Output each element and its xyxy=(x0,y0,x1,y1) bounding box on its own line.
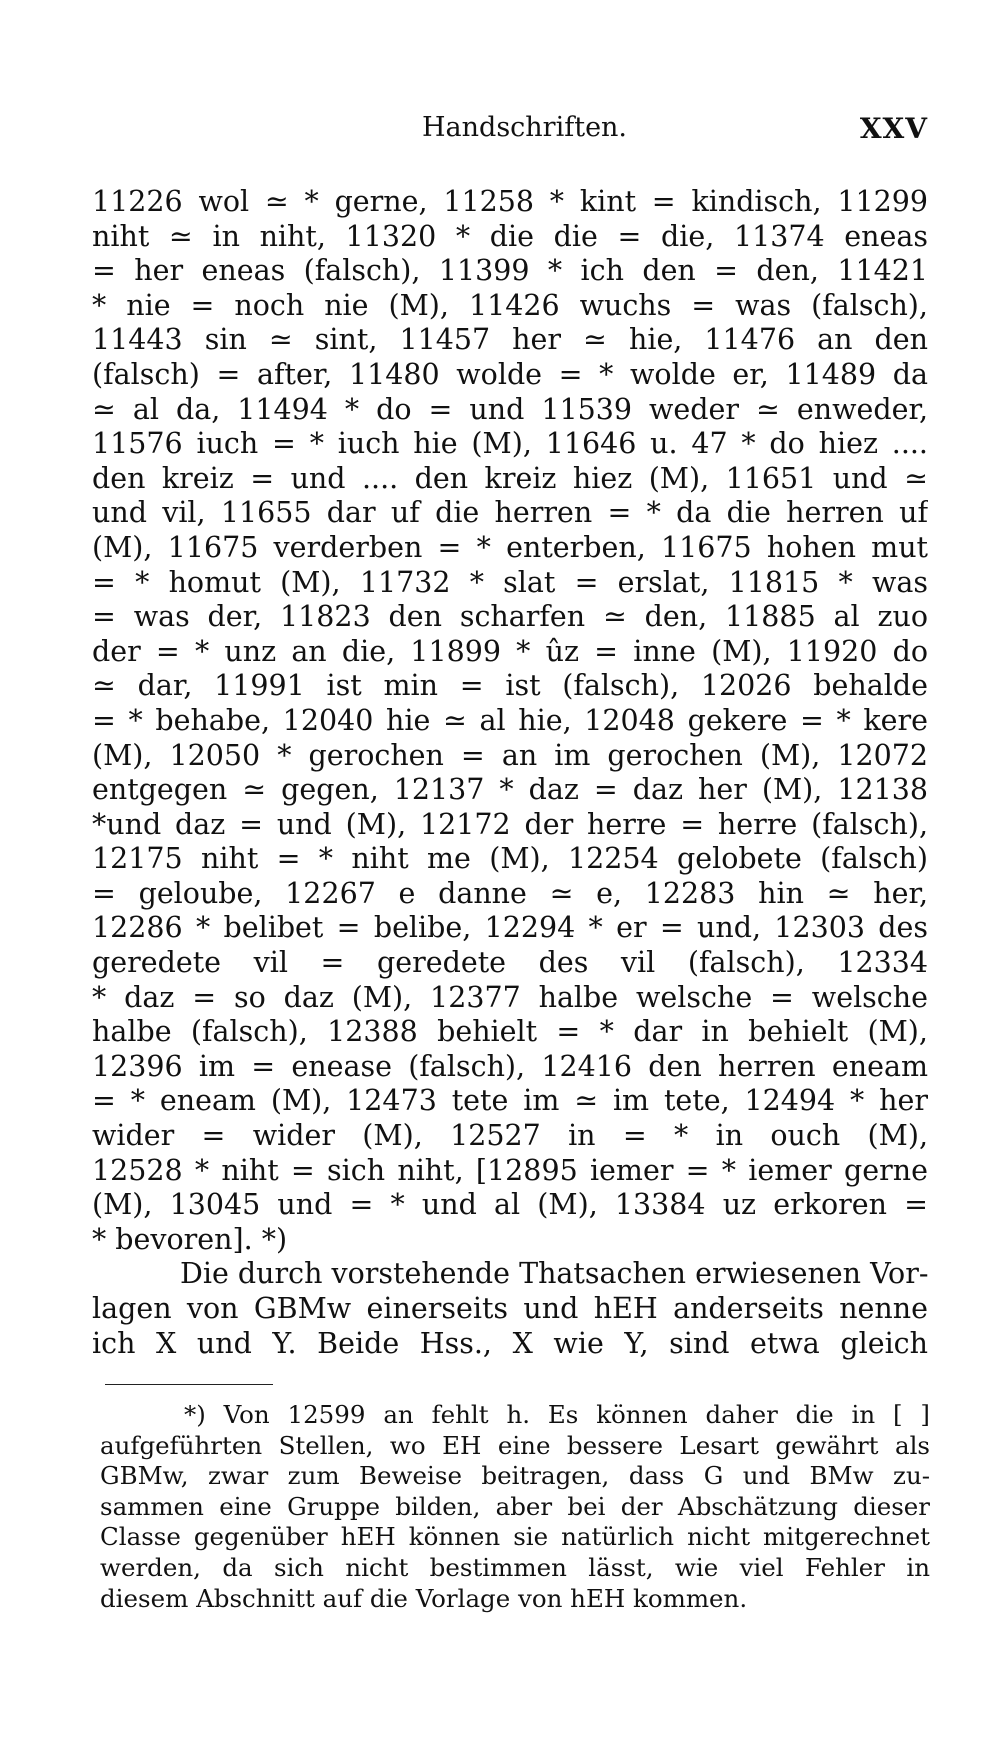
footnote-line: aufgeführten Stellen, wo EH eine bessere Lesart gewährt als xyxy=(100,1430,930,1460)
text-line: (M), 13045 und = * und al (M), 13384 uz erkoren = xyxy=(92,1188,928,1222)
text-line: = * homut (M), 11732 * slat = erslat, 11815 * was xyxy=(92,565,928,599)
text-line: 12286 * belibet = belibe, 12294 * er = und, 12303 des xyxy=(92,911,928,945)
text-line: 11226 wol ≃ * gerne, 11258 * kint = kindisch, 11299 xyxy=(92,185,928,218)
text-line: 11443 sin ≃ sint, 11457 her ≃ hie, 11476 an den xyxy=(92,323,928,357)
text-line: ≃ dar, 11991 ist min = ist (falsch), 12026 behalde xyxy=(92,669,928,703)
text-line: geredete vil = geredete des vil (falsch), 12334 xyxy=(92,946,928,980)
footnote-line: sammen eine Gruppe bilden, aber bei der Abschätzung dieser xyxy=(100,1491,930,1521)
footnote-line: diesem Abschnitt auf die Vorlage von hEH kommen. xyxy=(100,1583,748,1613)
text-line: 12175 niht = * niht me (M), 12254 gelobete (falsch) xyxy=(92,842,928,876)
text-line: * daz = so daz (M), 12377 halbe welsche = welsche xyxy=(92,980,928,1014)
footnote-line: Classe gegenüber hEH können sie natürlich nicht mitgerechnet xyxy=(100,1522,930,1552)
text-line: 12396 im = enease (falsch), 12416 den herren eneam xyxy=(92,1049,928,1083)
text-line: = * eneam (M), 12473 tete im ≃ im tete, 12494 * her xyxy=(92,1084,928,1118)
main-text xyxy=(92,185,928,1361)
text-line: den kreiz = und .... den kreiz hiez (M), 11651 und ≃ xyxy=(92,461,928,495)
footnote-divider xyxy=(105,1384,273,1385)
text-line: lagen von GBMw einerseits und hEH anderseits nenne xyxy=(92,1292,928,1325)
text-line: (M), 11675 verderben = * enterben, 11675 hohen mut xyxy=(92,530,928,564)
text-line: = her eneas (falsch), 11399 * ich den = den, 11421 xyxy=(92,254,928,288)
footnote-line: GBMw, zwar zum Beweise beitragen, dass G und BMw zu- xyxy=(100,1461,930,1491)
text-line: Die durch vorstehende Thatsachen erwiesenen Vor- xyxy=(180,1257,928,1291)
page-header xyxy=(92,112,928,152)
text-line: wider = wider (M), 12527 in = * in ouch (M), xyxy=(92,1119,928,1153)
text-line: entgegen ≃ gegen, 12137 * daz = daz her (M), 12138 xyxy=(92,773,928,807)
text-line: = was der, 11823 den scharfen ≃ den, 11885 al zuo xyxy=(92,600,928,634)
text-line: der = * unz an die, 11899 * ûz = inne (M), 11920 do xyxy=(92,634,928,668)
text-line: 12528 * niht = sich niht, [12895 iemer = * iemer gerne xyxy=(92,1153,928,1187)
text-line: 11576 iuch = * iuch hie (M), 11646 u. 47 * do hiez .... xyxy=(92,427,928,461)
text-line: = geloube, 12267 e danne ≃ e, 12283 hin ≃ her, xyxy=(92,876,928,910)
text-line: ≃ al da, 11494 * do = und 11539 weder ≃ enweder, xyxy=(92,392,928,426)
footnote xyxy=(100,1400,930,1614)
text-line: halbe (falsch), 12388 behielt = * dar in behielt (M), xyxy=(92,1015,928,1049)
text-line: niht ≃ in niht, 11320 * die die = die, 11374 eneas xyxy=(92,219,928,253)
footnote-line: werden, da sich nicht bestimmen lässt, wie viel Fehler in xyxy=(100,1552,930,1582)
running-head: Handschriften. xyxy=(422,112,628,143)
text-line: (M), 12050 * gerochen = an im gerochen (M), 12072 xyxy=(92,738,928,772)
page-number: XXV xyxy=(859,112,928,145)
text-line: * nie = noch nie (M), 11426 wuchs = was (falsch), xyxy=(92,288,928,322)
text-line: * bevoren]. *) xyxy=(92,1222,288,1256)
text-line: (falsch) = after, 11480 wolde = * wolde er, 11489 da xyxy=(92,357,928,391)
text-line: = * behabe, 12040 hie ≃ al hie, 12048 gekere = * kere xyxy=(92,703,928,737)
text-line: ich X und Y. Beide Hss., X wie Y, sind etwa gleich xyxy=(92,1326,928,1360)
text-line: *und daz = und (M), 12172 der herre = herre (falsch), xyxy=(92,807,928,841)
text-line: und vil, 11655 dar uf die herren = * da die herren uf xyxy=(92,496,928,530)
footnote-line: *) Von 12599 an fehlt h. Es können daher die in [ ] xyxy=(184,1400,930,1429)
